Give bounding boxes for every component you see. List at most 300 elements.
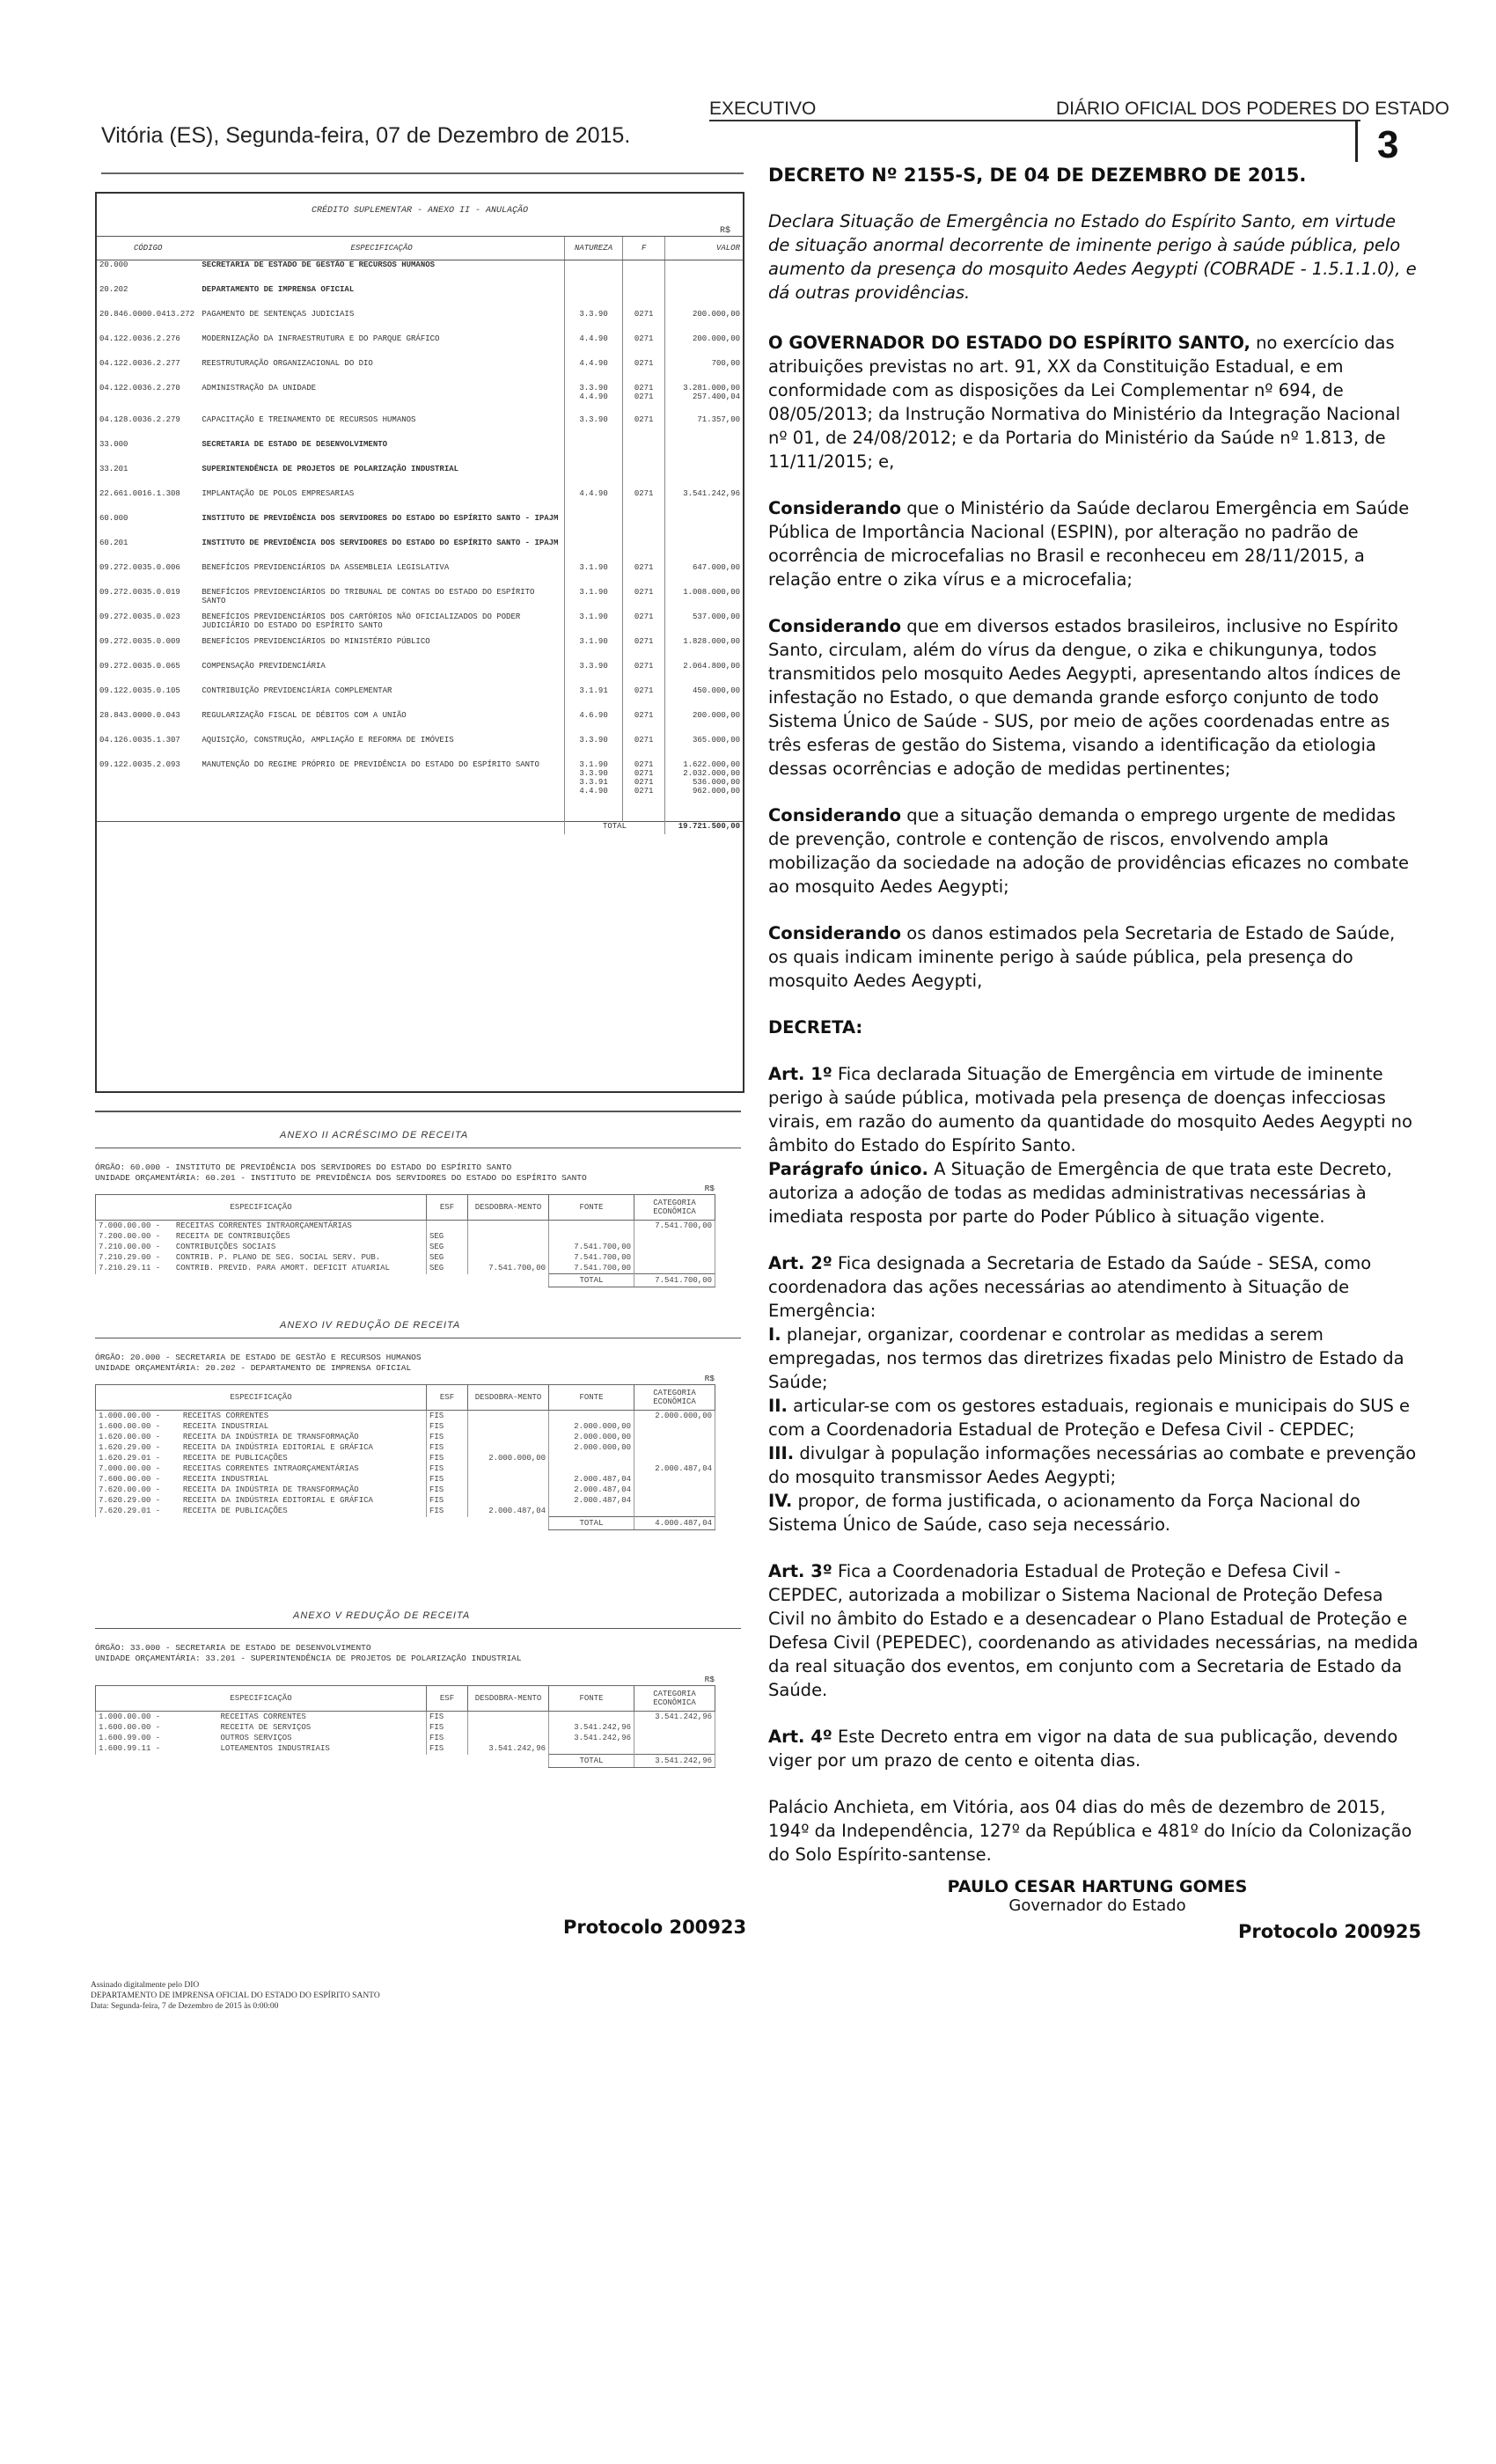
- row-categoria: [634, 1506, 715, 1517]
- row-specification: BENEFÍCIOS PREVIDENCIÁRIOS DO TRIBUNAL DE CONTAS DO ESTADO DO ESPÍRITO SANTO: [202, 587, 535, 605]
- row-esf: FIS: [427, 1442, 468, 1453]
- row-code: 33.000: [99, 439, 128, 449]
- annex-total-label: TOTAL: [549, 1517, 634, 1530]
- row-code: 20.846.0000.0413.272: [99, 309, 195, 319]
- row-fonte: [549, 1506, 634, 1517]
- credit-table-row: [97, 310, 743, 334]
- row-specification: SECRETARIA DE ESTADO DE DESENVOLVIMENTO: [202, 439, 388, 449]
- considerando-1: [768, 496, 1419, 591]
- annex-row: [96, 1722, 715, 1733]
- annex-ii-h-fonte: FONTE: [549, 1195, 634, 1221]
- row-desdobramento: [468, 1722, 549, 1733]
- row-code: 09.272.0035.0.065: [99, 661, 180, 671]
- annex-ii-section: [95, 1111, 741, 1287]
- row-natureza: 3.3.90 4.4.90: [564, 384, 622, 415]
- row-fonte: 0271: [623, 563, 665, 588]
- credit-table-row: [97, 285, 743, 310]
- annex-row: [96, 1242, 715, 1252]
- credit-table-row: [97, 334, 743, 359]
- annex-total-value: 3.541.242,96: [634, 1755, 715, 1768]
- row-fonte: 2.000.487,04: [549, 1495, 634, 1506]
- row-specification: AQUISIÇÃO, CONSTRUÇÃO, AMPLIAÇÃO E REFORMA DE IMÓVEIS: [202, 735, 454, 744]
- row-fonte: 0271: [623, 686, 665, 711]
- credit-table-row: [97, 612, 743, 637]
- article-2-text: Fica designada a Secretaria de Estado da Saúde - SESA, como coordenadora das ações necessárias ao atendimento à Situação de Emergência:: [768, 1253, 1372, 1321]
- publication-date: Vitória (ES), Segunda-feira, 07 de Dezembro de 2015.: [101, 123, 631, 148]
- annex-total-label: TOTAL: [549, 1755, 634, 1768]
- credit-table-currency: R$: [719, 226, 730, 236]
- credit-table-row: [97, 588, 743, 612]
- paragrafo-unico-text: A Situação de Emergência de que trata este Decreto, autoriza a adoção de todas as medidas administrativas necessárias à imediata resposta por parte do Poder Público à situação vigente.: [768, 1159, 1392, 1227]
- article-3-label: Art. 3º: [768, 1561, 832, 1581]
- article-2: [768, 1251, 1419, 1323]
- row-natureza: [564, 514, 622, 539]
- credit-table-row: [97, 662, 743, 686]
- row-categoria: [634, 1421, 715, 1432]
- row-esf: SEG: [427, 1242, 468, 1252]
- row-categoria: [634, 1474, 715, 1485]
- annex-ii-org: ÓRGÃO: 60.000 - INSTITUTO DE PREVIDÊNCIA DOS SERVIDORES DO ESTADO DO ESPÍRITO SANTO: [95, 1162, 512, 1172]
- row-categoria: [634, 1231, 715, 1242]
- row-desdobramento: 2.000.000,00: [468, 1453, 549, 1463]
- row-esf: FIS: [427, 1411, 468, 1422]
- row-description: RECEITAS CORRENTES INTRAORÇAMENTÁRIAS: [173, 1221, 427, 1232]
- row-valor: [665, 260, 743, 285]
- row-natureza: [564, 440, 622, 465]
- row-categoria: [634, 1252, 715, 1263]
- row-code: 7.600.00.00 -: [96, 1474, 180, 1485]
- row-fonte: 0271 0271 0271 0271: [623, 760, 665, 822]
- row-categoria: [634, 1722, 715, 1733]
- row-categoria: [634, 1442, 715, 1453]
- annex-iv-org: ÓRGÃO: 20.000 - SECRETARIA DE ESTADO DE GESTÃO E RECURSOS HUMANOS: [95, 1353, 422, 1362]
- row-natureza: 3.3.90: [564, 662, 622, 686]
- credit-table-row: [97, 686, 743, 711]
- row-fonte: 7.541.700,00: [549, 1263, 634, 1274]
- row-description: RECEITA DE CONTRIBUIÇÕES: [173, 1231, 427, 1242]
- annex-ii-table: [95, 1194, 715, 1287]
- row-valor: 450.000,00: [665, 686, 743, 711]
- considerando-4: [768, 921, 1419, 993]
- credit-table-row: [97, 489, 743, 514]
- annex-iv-h-fonte: FONTE: [549, 1385, 634, 1411]
- annex-iv-h-esf: ESF: [427, 1385, 468, 1411]
- row-fonte: 3.541.242,96: [549, 1733, 634, 1743]
- row-natureza: 3.3.90: [564, 736, 622, 760]
- decree-title: DECRETO Nº 2155-S, DE 04 DE DEZEMBRO DE 2015.: [768, 165, 1307, 186]
- annex-v-h-fonte: FONTE: [549, 1686, 634, 1712]
- row-specification: BENEFÍCIOS PREVIDENCIÁRIOS DOS CARTÓRIOS NÃO OFICIALIZADOS DO PODER JUDICIÁRIO DO ESTADO DO ESPÍRITO SANTO: [202, 612, 521, 630]
- closing-place-date: Palácio Anchieta, em Vitória, aos 04 dias do mês de dezembro de 2015, 194º da Independência, 127º da República e 481º do Início da Colonização do Solo Espírito-santense.: [768, 1797, 1412, 1865]
- row-description: RECEITA DA INDÚSTRIA DE TRANSFORMAÇÃO: [180, 1432, 427, 1442]
- footer-line-2: DEPARTAMENTO DE IMPRENSA OFICIAL DO ESTADO DO ESPÍRITO SANTO: [91, 1991, 380, 2000]
- row-description: RECEITA DA INDÚSTRIA DE TRANSFORMAÇÃO: [180, 1485, 427, 1495]
- row-fonte: [549, 1231, 634, 1242]
- footer-line-3: Data: Segunda-feira, 7 de Dezembro de 2015 às 0:00:00: [91, 2002, 279, 2011]
- row-categoria: 2.000.487,04: [634, 1463, 715, 1474]
- considerando-2-label: Considerando: [768, 616, 902, 636]
- row-fonte: 0271: [623, 334, 665, 359]
- row-desdobramento: [468, 1231, 549, 1242]
- row-desdobramento: [468, 1463, 549, 1474]
- annex-row: [96, 1485, 715, 1495]
- row-natureza: 3.1.91: [564, 686, 622, 711]
- row-code: 60.000: [99, 513, 128, 523]
- paragrafo-unico: [768, 1157, 1419, 1228]
- signer-role: Governador do Estado: [1008, 1896, 1186, 1915]
- row-code: 09.272.0035.0.006: [99, 562, 180, 572]
- row-desdobramento: [468, 1495, 549, 1506]
- row-fonte: 0271: [623, 359, 665, 384]
- row-code: 20.000: [99, 260, 128, 269]
- row-code: 7.620.29.00 -: [96, 1495, 180, 1506]
- row-esf: FIS: [427, 1453, 468, 1463]
- row-fonte: 2.000.000,00: [549, 1421, 634, 1432]
- row-natureza: 4.6.90: [564, 711, 622, 736]
- credit-table-header: [97, 237, 743, 260]
- row-specification: DEPARTAMENTO DE IMPRENSA OFICIAL: [202, 284, 355, 294]
- decreta-heading: DECRETA:: [768, 1017, 863, 1038]
- row-description: CONTRIB. P. PLANO DE SEG. SOCIAL SERV. PUB.: [173, 1252, 427, 1263]
- row-valor: 3.541.242,96: [665, 489, 743, 514]
- annex-total-row: [96, 1517, 715, 1530]
- signer-name: PAULO CESAR HARTUNG GOMES: [947, 1877, 1248, 1896]
- row-desdobramento: 2.000.487,04: [468, 1506, 549, 1517]
- annex-v-unit: UNIDADE ORÇAMENTÁRIA: 33.201 - SUPERINTENDÊNCIA DE PROJETOS DE POLARIZAÇÃO INDUSTRIAL: [95, 1654, 522, 1663]
- credit-table-row: [97, 760, 743, 822]
- header-page-divider: [1355, 120, 1358, 162]
- row-esf: FIS: [427, 1432, 468, 1442]
- row-valor: [665, 539, 743, 563]
- row-valor: 71.357,00: [665, 415, 743, 440]
- row-natureza: 3.3.90: [564, 310, 622, 334]
- decree-intro: [768, 331, 1419, 473]
- annex-row: [96, 1453, 715, 1463]
- annex-v-title-rule: [95, 1628, 741, 1629]
- row-fonte: 0271: [623, 489, 665, 514]
- row-specification: COMPENSAÇÃO PREVIDENCIÁRIA: [202, 661, 326, 671]
- row-description: CONTRIBUIÇÕES SOCIAIS: [173, 1242, 427, 1252]
- row-code: 22.661.0016.1.308: [99, 488, 180, 498]
- annex-v-section: [95, 1610, 741, 1768]
- considerando-1-label: Considerando: [768, 498, 902, 518]
- article-1: [768, 1062, 1419, 1157]
- decree-intro-rest: no exercício das atribuições previstas no art. 91, XX da Constituição Estadual, e em conformidade com as disposições da Lei Complementar nº 694, de 08/05/2013; da Instrução Normativa do Ministério da Integração Nacional nº 01, de 24/08/2012; e da Portaria do Ministério da Saúde nº 1.813, de 11/11/2015; e,: [768, 333, 1401, 472]
- row-desdobramento: 7.541.700,00: [468, 1263, 549, 1274]
- row-esf: SEG: [427, 1252, 468, 1263]
- row-esf: SEG: [427, 1263, 468, 1274]
- paragrafo-unico-label: Parágrafo único.: [768, 1159, 928, 1179]
- row-code: 1.600.00.00 -: [96, 1421, 180, 1432]
- row-desdobramento: [468, 1421, 549, 1432]
- annex-v-org: ÓRGÃO: 33.000 - SECRETARIA DE ESTADO DE DESENVOLVIMENTO: [95, 1643, 371, 1653]
- annex-total-label: TOTAL: [549, 1274, 634, 1287]
- annex-row: [96, 1231, 715, 1242]
- annex-row: [96, 1474, 715, 1485]
- row-specification: CAPACITAÇÃO E TREINAMENTO DE RECURSOS HUMANOS: [202, 414, 416, 424]
- row-natureza: 4.4.90: [564, 334, 622, 359]
- annex-iv-table: [95, 1384, 715, 1530]
- header-especificacao: ESPECIFICAÇÃO: [199, 237, 564, 260]
- header-rule: [709, 120, 1360, 121]
- article-1-text: Fica declarada Situação de Emergência em virtude de iminente perigo à saúde pública, motivada pela presença de doenças infecciosas virais, em razão do aumento da quantidade do mosquito Aedes Aegypti no âmbito do Estado do Espírito Santo.: [768, 1064, 1412, 1155]
- header-natureza: NATUREZA: [564, 237, 622, 260]
- row-fonte: 0271: [623, 637, 665, 662]
- credit-table: [97, 236, 743, 834]
- considerando-1-text: que o Ministério da Saúde declarou Emergência em Saúde Pública de Importância Nacional (ESPIN), por alteração no padrão de ocorrência de microcefalias no Brasil e reconheceu em 28/11/2015, a relação entre o zika vírus e a microcefalia;: [768, 498, 1410, 590]
- credit-table-row: [97, 359, 743, 384]
- row-esf: FIS: [427, 1485, 468, 1495]
- annex-row: [96, 1463, 715, 1474]
- annex-row: [96, 1252, 715, 1263]
- credit-table-row: [97, 736, 743, 760]
- row-desdobramento: [468, 1485, 549, 1495]
- annex-v-h-spec: ESPECIFICAÇÃO: [96, 1686, 427, 1712]
- header-codigo: CÓDIGO: [97, 237, 199, 260]
- annex-v-h-cat: CATEGORIA ECONÔMICA: [634, 1686, 715, 1712]
- row-description: RECEITA INDUSTRIAL: [180, 1474, 427, 1485]
- row-fonte: 7.541.700,00: [549, 1252, 634, 1263]
- row-fonte: [623, 285, 665, 310]
- row-fonte: 7.541.700,00: [549, 1242, 634, 1252]
- item-i-label: I.: [768, 1324, 781, 1345]
- annex-ii-h-desd: DESDOBRA-MENTO: [468, 1195, 549, 1221]
- annex-total-row: [96, 1274, 715, 1287]
- credit-table-row: [97, 440, 743, 465]
- signature-block: [935, 1877, 1260, 1915]
- row-esf: FIS: [427, 1421, 468, 1432]
- row-specification: REESTRUTURAÇÃO ORGANIZACIONAL DO DIO: [202, 358, 373, 368]
- row-natureza: 3.1.90: [564, 563, 622, 588]
- annex-ii-h-cat: CATEGORIA ECONÔMICA: [634, 1195, 715, 1221]
- row-code: 7.200.00.00 -: [96, 1231, 173, 1242]
- annex-v-currency: R$: [704, 1675, 715, 1684]
- row-code: 28.843.0000.0.043: [99, 710, 180, 720]
- row-code: 7.620.00.00 -: [96, 1485, 180, 1495]
- row-specification: INSTITUTO DE PREVIDÊNCIA DOS SERVIDORES DO ESTADO DO ESPÍRITO SANTO - IPAJM: [202, 538, 559, 547]
- row-natureza: 3.1.90: [564, 588, 622, 612]
- row-code: 04.122.0036.2.276: [99, 334, 180, 343]
- annex-row: [96, 1743, 715, 1755]
- row-fonte: 2.000.000,00: [549, 1442, 634, 1453]
- row-code: 04.128.0036.2.279: [99, 414, 180, 424]
- row-categoria: [634, 1432, 715, 1442]
- page-number: 3: [1377, 123, 1399, 166]
- item-iii-label: III.: [768, 1443, 795, 1463]
- row-fonte: 2.000.487,04: [549, 1485, 634, 1495]
- row-natureza: 4.4.90: [564, 489, 622, 514]
- row-fonte: 0271: [623, 662, 665, 686]
- row-description: RECEITA DA INDÚSTRIA EDITORIAL E GRÁFICA: [180, 1442, 427, 1453]
- row-natureza: [564, 465, 622, 489]
- annex-row: [96, 1495, 715, 1506]
- annex-ii-h-spec: ESPECIFICAÇÃO: [96, 1195, 427, 1221]
- row-fonte: [549, 1221, 634, 1232]
- annex-ii-top-rule: [95, 1111, 741, 1112]
- item-i-text: planejar, organizar, coordenar e controlar as medidas a serem empregadas, nos termos das diretrizes fixadas pelo Ministro de Estado da Saúde;: [768, 1324, 1404, 1392]
- annex-ii-title: ANEXO II ACRÉSCIMO DE RECEITA: [280, 1130, 469, 1140]
- annex-row: [96, 1421, 715, 1432]
- credit-table-row: [97, 465, 743, 489]
- row-code: 1.600.99.00 -: [96, 1733, 218, 1743]
- left-column-rule: [101, 172, 744, 174]
- row-valor: 1.828.000,00: [665, 637, 743, 662]
- row-fonte: [623, 514, 665, 539]
- row-esf: FIS: [427, 1506, 468, 1517]
- item-ii: [768, 1394, 1419, 1441]
- row-fonte: 2.000.000,00: [549, 1432, 634, 1442]
- row-categoria: 7.541.700,00: [634, 1221, 715, 1232]
- row-description: LOTEAMENTOS INDUSTRIAIS: [218, 1743, 427, 1755]
- row-desdobramento: [468, 1242, 549, 1252]
- item-ii-label: II.: [768, 1396, 788, 1416]
- row-fonte: [549, 1743, 634, 1755]
- row-specification: ADMINISTRAÇÃO DA UNIDADE: [202, 383, 317, 392]
- considerando-3: [768, 803, 1419, 898]
- row-code: 1.600.99.11 -: [96, 1743, 218, 1755]
- row-code: 1.000.00.00 -: [96, 1712, 218, 1723]
- row-code: 1.620.00.00 -: [96, 1432, 180, 1442]
- total-value: 19.721.500,00: [665, 822, 743, 835]
- article-2-label: Art. 2º: [768, 1253, 832, 1273]
- row-esf: FIS: [427, 1495, 468, 1506]
- row-esf: FIS: [427, 1463, 468, 1474]
- annex-iv-currency: R$: [704, 1374, 715, 1383]
- row-valor: 200.000,00: [665, 310, 743, 334]
- annex-v-table: [95, 1685, 715, 1768]
- item-ii-text: articular-se com os gestores estaduais, regionais e municipais do SUS e com a Coordenadoria Estadual de Proteção e Defesa Civil - CEPDEC;: [768, 1396, 1411, 1440]
- credit-table-row: [97, 514, 743, 539]
- row-code: 20.202: [99, 284, 128, 294]
- header-valor: VALOR: [665, 237, 743, 260]
- row-fonte: 3.541.242,96: [549, 1722, 634, 1733]
- row-fonte: 0271: [623, 612, 665, 637]
- row-code: 1.620.29.01 -: [96, 1453, 180, 1463]
- annex-iv-h-cat: CATEGORIA ECONÔMICA: [634, 1385, 715, 1411]
- row-specification: SECRETARIA DE ESTADO DE GESTÃO E RECURSOS HUMANOS: [202, 260, 436, 269]
- row-fonte: [549, 1712, 634, 1723]
- credit-table-row: [97, 415, 743, 440]
- row-esf: FIS: [427, 1474, 468, 1485]
- row-valor: 700,00: [665, 359, 743, 384]
- item-i: [768, 1323, 1419, 1394]
- row-specification: BENEFÍCIOS PREVIDENCIÁRIOS DO MINISTÉRIO PÚBLICO: [202, 636, 430, 646]
- credit-table-row: [97, 260, 743, 285]
- row-code: 09.122.0035.2.093: [99, 759, 180, 769]
- row-categoria: 2.000.000,00: [634, 1411, 715, 1422]
- row-fonte: 0271: [623, 736, 665, 760]
- annex-iv-section: [95, 1320, 741, 1530]
- row-valor: 1.008.000,00: [665, 588, 743, 612]
- row-valor: [665, 514, 743, 539]
- annex-iv-unit: UNIDADE ORÇAMENTÁRIA: 20.202 - DEPARTAMENTO DE IMPRENSA OFICIAL: [95, 1363, 412, 1373]
- row-description: RECEITA INDUSTRIAL: [180, 1421, 427, 1432]
- decree-intro-bold: O GOVERNADOR DO ESTADO DO ESPÍRITO SANTO,: [768, 333, 1250, 353]
- item-iv-label: IV.: [768, 1491, 793, 1511]
- row-specification: CONTRIBUIÇÃO PREVIDENCIÁRIA COMPLEMENTAR: [202, 686, 392, 695]
- row-fonte: 0271: [623, 310, 665, 334]
- row-code: 04.126.0035.1.307: [99, 735, 180, 744]
- article-1-label: Art. 1º: [768, 1064, 832, 1084]
- credit-table-row: [97, 563, 743, 588]
- credit-table-row: [97, 539, 743, 563]
- row-code: 7.210.00.00 -: [96, 1242, 173, 1252]
- row-natureza: 3.3.90: [564, 415, 622, 440]
- row-fonte: [623, 465, 665, 489]
- row-description: RECEITA DE PUBLICAÇÕES: [180, 1506, 427, 1517]
- row-desdobramento: [468, 1411, 549, 1422]
- row-valor: 2.064.800,00: [665, 662, 743, 686]
- annex-v-h-esf: ESF: [427, 1686, 468, 1712]
- row-description: RECEITA DA INDÚSTRIA EDITORIAL E GRÁFICA: [180, 1495, 427, 1506]
- row-fonte: [623, 539, 665, 563]
- row-fonte: 0271: [623, 711, 665, 736]
- row-valor: 647.000,00: [665, 563, 743, 588]
- row-description: RECEITAS CORRENTES: [218, 1712, 427, 1723]
- item-iv: [768, 1489, 1419, 1536]
- row-specification: PAGAMENTO DE SENTENÇAS JUDICIAIS: [202, 309, 355, 319]
- row-esf: FIS: [427, 1722, 468, 1733]
- annex-row: [96, 1733, 715, 1743]
- row-specification: INSTITUTO DE PREVIDÊNCIA DOS SERVIDORES DO ESTADO DO ESPÍRITO SANTO - IPAJM: [202, 513, 559, 523]
- row-desdobramento: [468, 1432, 549, 1442]
- row-specification: SUPERINTENDÊNCIA DE PROJETOS DE POLARIZAÇÃO INDUSTRIAL: [202, 464, 459, 473]
- row-code: 7.620.29.01 -: [96, 1506, 180, 1517]
- row-categoria: [634, 1263, 715, 1274]
- considerando-3-text: que a situação demanda o emprego urgente de medidas de prevenção, controle e contenção de riscos, envolvendo ampla mobilização da sociedade na adoção de providências eficazes no combate ao mosquito Aedes Aegypti;: [768, 805, 1410, 897]
- row-code: 09.272.0035.0.023: [99, 612, 180, 621]
- row-valor: [665, 440, 743, 465]
- row-esf: FIS: [427, 1743, 468, 1755]
- row-esf: FIS: [427, 1712, 468, 1723]
- decree-body: [768, 209, 1419, 1866]
- credit-table-row: [97, 711, 743, 736]
- annex-row: [96, 1221, 715, 1232]
- row-categoria: [634, 1485, 715, 1495]
- row-valor: 537.000,00: [665, 612, 743, 637]
- row-fonte: [623, 440, 665, 465]
- row-desdobramento: 3.541.242,96: [468, 1743, 549, 1755]
- row-categoria: [634, 1743, 715, 1755]
- decree-ementa: Declara Situação de Emergência no Estado do Espírito Santo, em virtude de situação anormal decorrente de iminente perigo à saúde pública, pelo aumento da presença do mosquito Aedes Aegypti (COBRADE - 1.5.1.1.0), e dá outras providências.: [768, 211, 1417, 303]
- annex-row: [96, 1411, 715, 1422]
- row-code: 04.122.0036.2.277: [99, 358, 180, 368]
- row-desdobramento: [468, 1712, 549, 1723]
- row-categoria: 3.541.242,96: [634, 1712, 715, 1723]
- protocol-left: Protocolo 200923: [563, 1917, 747, 1938]
- row-description: CONTRIB. PREVID. PARA AMORT. DEFICIT ATUARIAL: [173, 1263, 427, 1274]
- row-valor: 200.000,00: [665, 711, 743, 736]
- header-fonte: F: [623, 237, 665, 260]
- row-fonte: [549, 1453, 634, 1463]
- row-specification: IMPLANTAÇÃO DE POLOS EMPRESARIAS: [202, 488, 355, 498]
- row-natureza: 3.1.90 3.3.90 3.3.91 4.4.90: [564, 760, 622, 822]
- considerando-4-text: os danos estimados pela Secretaria de Estado de Saúde, os quais indicam iminente perigo à saúde pública, pela presença do mosquito Aedes Aegypti,: [768, 923, 1396, 991]
- journal-name: DIÁRIO OFICIAL DOS PODERES DO ESTADO: [1056, 99, 1449, 119]
- annex-row: [96, 1506, 715, 1517]
- annex-iv-title: ANEXO IV REDUÇÃO DE RECEITA: [280, 1320, 461, 1331]
- row-esf: FIS: [427, 1733, 468, 1743]
- row-esf: [427, 1221, 468, 1232]
- row-code: 04.122.0036.2.270: [99, 383, 180, 392]
- annex-iv-h-spec: ESPECIFICAÇÃO: [96, 1385, 427, 1411]
- row-code: 7.210.29.11 -: [96, 1263, 173, 1274]
- row-code: 09.272.0035.0.019: [99, 587, 180, 597]
- item-iii-text: divulgar à população informações necessárias ao combate e prevenção do mosquito transmissor Aedes Aegypti;: [768, 1443, 1417, 1487]
- annex-row: [96, 1432, 715, 1442]
- row-code: 7.000.00.00 -: [96, 1463, 180, 1474]
- row-code: 7.000.00.00 -: [96, 1221, 173, 1232]
